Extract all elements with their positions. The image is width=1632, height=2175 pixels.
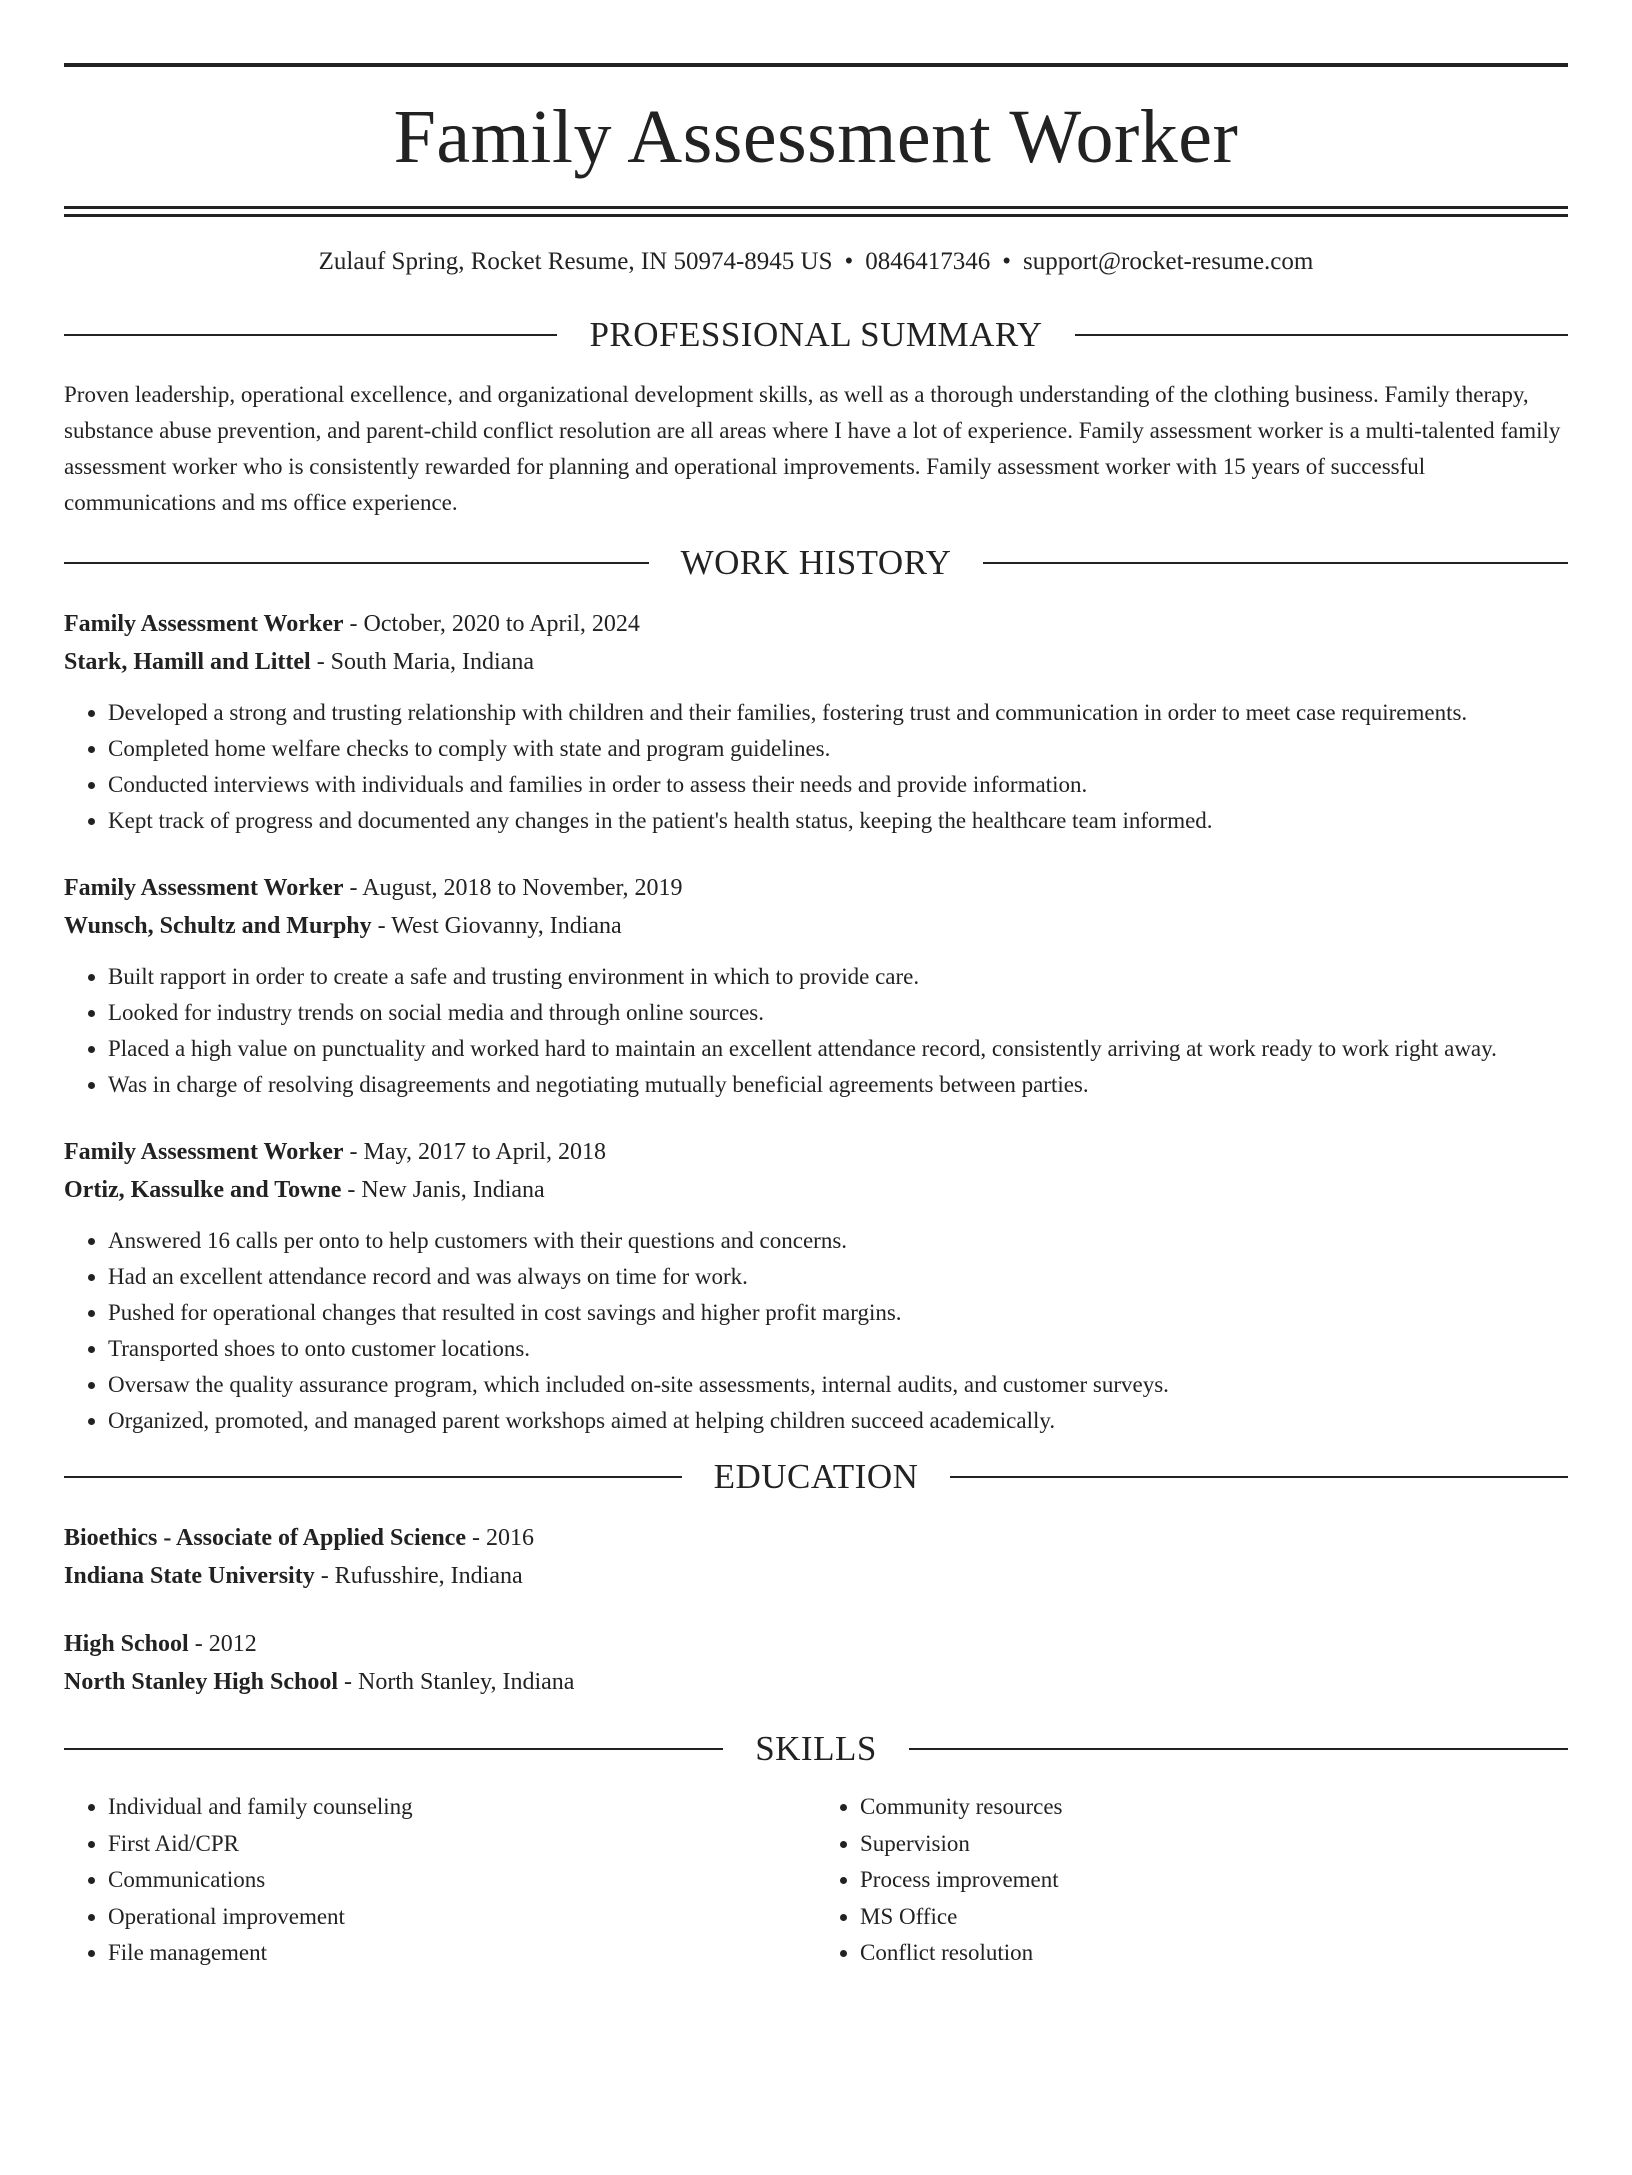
job-dates: - October, 2020 to April, 2024 <box>343 611 640 637</box>
skills-list-right <box>816 1789 1568 1972</box>
section-title: WORK HISTORY <box>680 543 952 582</box>
job-location: - New Janis, Indiana <box>341 1177 545 1203</box>
list-item: • Kept track of progress and documented any changes in the patient's health status, keeping the healthcare team informed. <box>108 803 1568 839</box>
contact-separator: • <box>1002 248 1012 275</box>
skills-columns <box>64 1789 1568 1972</box>
skill-item: • File management <box>108 1935 816 1972</box>
education-entry <box>64 1625 1568 1701</box>
list-item: • Completed home welfare checks to comply with state and program guidelines. <box>108 731 1568 767</box>
education-location: - North Stanley, Indiana <box>338 1669 575 1695</box>
list-item: • Placed a high value on punctuality and worked hard to maintain an excellent attendance record, consistently arriving at work ready to work right away. <box>108 1031 1568 1067</box>
job-dates: - August, 2018 to November, 2019 <box>343 875 683 901</box>
heading-rule <box>64 1476 682 1478</box>
heading-rule <box>64 562 649 564</box>
job-title-line <box>64 605 1568 643</box>
summary-text: Proven leadership, operational excellence, and organizational development skills, as well as a thorough understanding of the clothing business. Family therapy, substance abuse prevention, and parent-child conflict resolution are all areas where I have a lot of experience. Family assessment worker is a multi-talented family assessment worker who is consistently rewarded for planning and operational improvements. Family assessment worker with 15 years of successful communications and ms office experience. <box>64 382 1561 515</box>
job-company-line <box>64 1171 1568 1209</box>
list-item: • Pushed for operational changes that resulted in cost savings and higher profit margins. <box>108 1295 1568 1331</box>
skill-item: • Process improvement <box>860 1862 1568 1899</box>
list-item: • Was in charge of resolving disagreements and negotiating mutually beneficial agreements between parties. <box>108 1067 1568 1103</box>
heading-rule <box>950 1476 1568 1478</box>
contact-separator: • <box>844 248 854 275</box>
list-item: • Built rapport in order to create a safe and trusting environment in which to provide care. <box>108 959 1568 995</box>
job-entry <box>64 1133 1568 1439</box>
education-degree-line <box>64 1519 1568 1557</box>
skill-item: • Individual and family counseling <box>108 1789 816 1826</box>
education-degree: High School <box>64 1631 189 1657</box>
job-company-line <box>64 643 1568 681</box>
education-location: - Rufusshire, Indiana <box>314 1563 523 1589</box>
job-location: - South Maria, Indiana <box>310 649 534 675</box>
list-item: • Conducted interviews with individuals and families in order to assess their needs and provide information. <box>108 767 1568 803</box>
heading-rule <box>64 334 557 336</box>
job-company: Wunsch, Schultz and Murphy <box>64 913 372 939</box>
job-bullets <box>64 959 1568 1103</box>
contact-address: Zulauf Spring, Rocket Resume, IN 50974-8945 US <box>318 248 833 275</box>
section-heading-summary <box>64 315 1568 355</box>
section-heading-education <box>64 1457 1568 1497</box>
job-title: Family Assessment Worker <box>64 1139 344 1165</box>
skill-item: • Community resources <box>860 1789 1568 1826</box>
skill-item: • Communications <box>108 1862 816 1899</box>
job-bullets <box>64 1223 1568 1439</box>
list-item: • Developed a strong and trusting relationship with children and their families, fostering trust and communication in order to meet case requirements. <box>108 695 1568 731</box>
heading-rule <box>983 562 1568 564</box>
section-title: SKILLS <box>755 1729 877 1768</box>
name-double-rule <box>64 206 1568 217</box>
job-company: Ortiz, Kassulke and Towne <box>64 1177 342 1203</box>
job-title-line <box>64 1133 1568 1171</box>
contact-phone: 0846417346 <box>865 248 991 275</box>
job-entry <box>64 869 1568 1103</box>
job-company: Stark, Hamill and Littel <box>64 649 311 675</box>
skill-item: • Operational improvement <box>108 1899 816 1936</box>
skill-item: • Conflict resolution <box>860 1935 1568 1972</box>
resume-page <box>0 63 1632 2175</box>
contact-line <box>64 247 1568 277</box>
heading-rule <box>909 1748 1568 1750</box>
skills-list-left <box>64 1789 816 1972</box>
list-item: • Organized, promoted, and managed parent workshops aimed at helping children succeed academically. <box>108 1403 1568 1439</box>
job-title: Family Assessment Worker <box>64 611 344 637</box>
education-degree-line <box>64 1625 1568 1663</box>
job-title: Family Assessment Worker <box>64 875 344 901</box>
list-item: • Answered 16 calls per onto to help customers with their questions and concerns. <box>108 1223 1568 1259</box>
job-location: - West Giovanny, Indiana <box>371 913 622 939</box>
job-dates: - May, 2017 to April, 2018 <box>343 1139 606 1165</box>
education-school: North Stanley High School <box>64 1669 339 1695</box>
list-item: • Looked for industry trends on social media and through online sources. <box>108 995 1568 1031</box>
section-heading-work-history <box>64 543 1568 583</box>
skill-item: • Supervision <box>860 1826 1568 1863</box>
education-school-line <box>64 1557 1568 1595</box>
section-title: EDUCATION <box>713 1457 919 1496</box>
skill-item: • First Aid/CPR <box>108 1826 816 1863</box>
job-company-line <box>64 907 1568 945</box>
list-item: • Oversaw the quality assurance program, which included on-site assessments, internal audits, and customer surveys. <box>108 1367 1568 1403</box>
job-bullets <box>64 695 1568 839</box>
education-school-line <box>64 1663 1568 1701</box>
list-item: • Had an excellent attendance record and was always on time for work. <box>108 1259 1568 1295</box>
job-title-line <box>64 869 1568 907</box>
education-entry <box>64 1519 1568 1595</box>
education-school: Indiana State University <box>64 1563 315 1589</box>
resume-name: Family Assessment Worker <box>393 95 1239 179</box>
contact-email: support@rocket-resume.com <box>1023 248 1314 275</box>
section-title: PROFESSIONAL SUMMARY <box>589 315 1043 354</box>
job-entry <box>64 605 1568 839</box>
heading-rule <box>1075 334 1568 336</box>
list-item: • Transported shoes to onto customer locations. <box>108 1331 1568 1367</box>
education-year: - 2012 <box>188 1631 257 1657</box>
skill-item: • MS Office <box>860 1899 1568 1936</box>
top-rule <box>64 63 1568 67</box>
education-year: - 2016 <box>465 1525 534 1551</box>
education-degree: Bioethics - Associate of Applied Science <box>64 1525 466 1551</box>
heading-rule <box>64 1748 723 1750</box>
section-heading-skills <box>64 1729 1568 1769</box>
